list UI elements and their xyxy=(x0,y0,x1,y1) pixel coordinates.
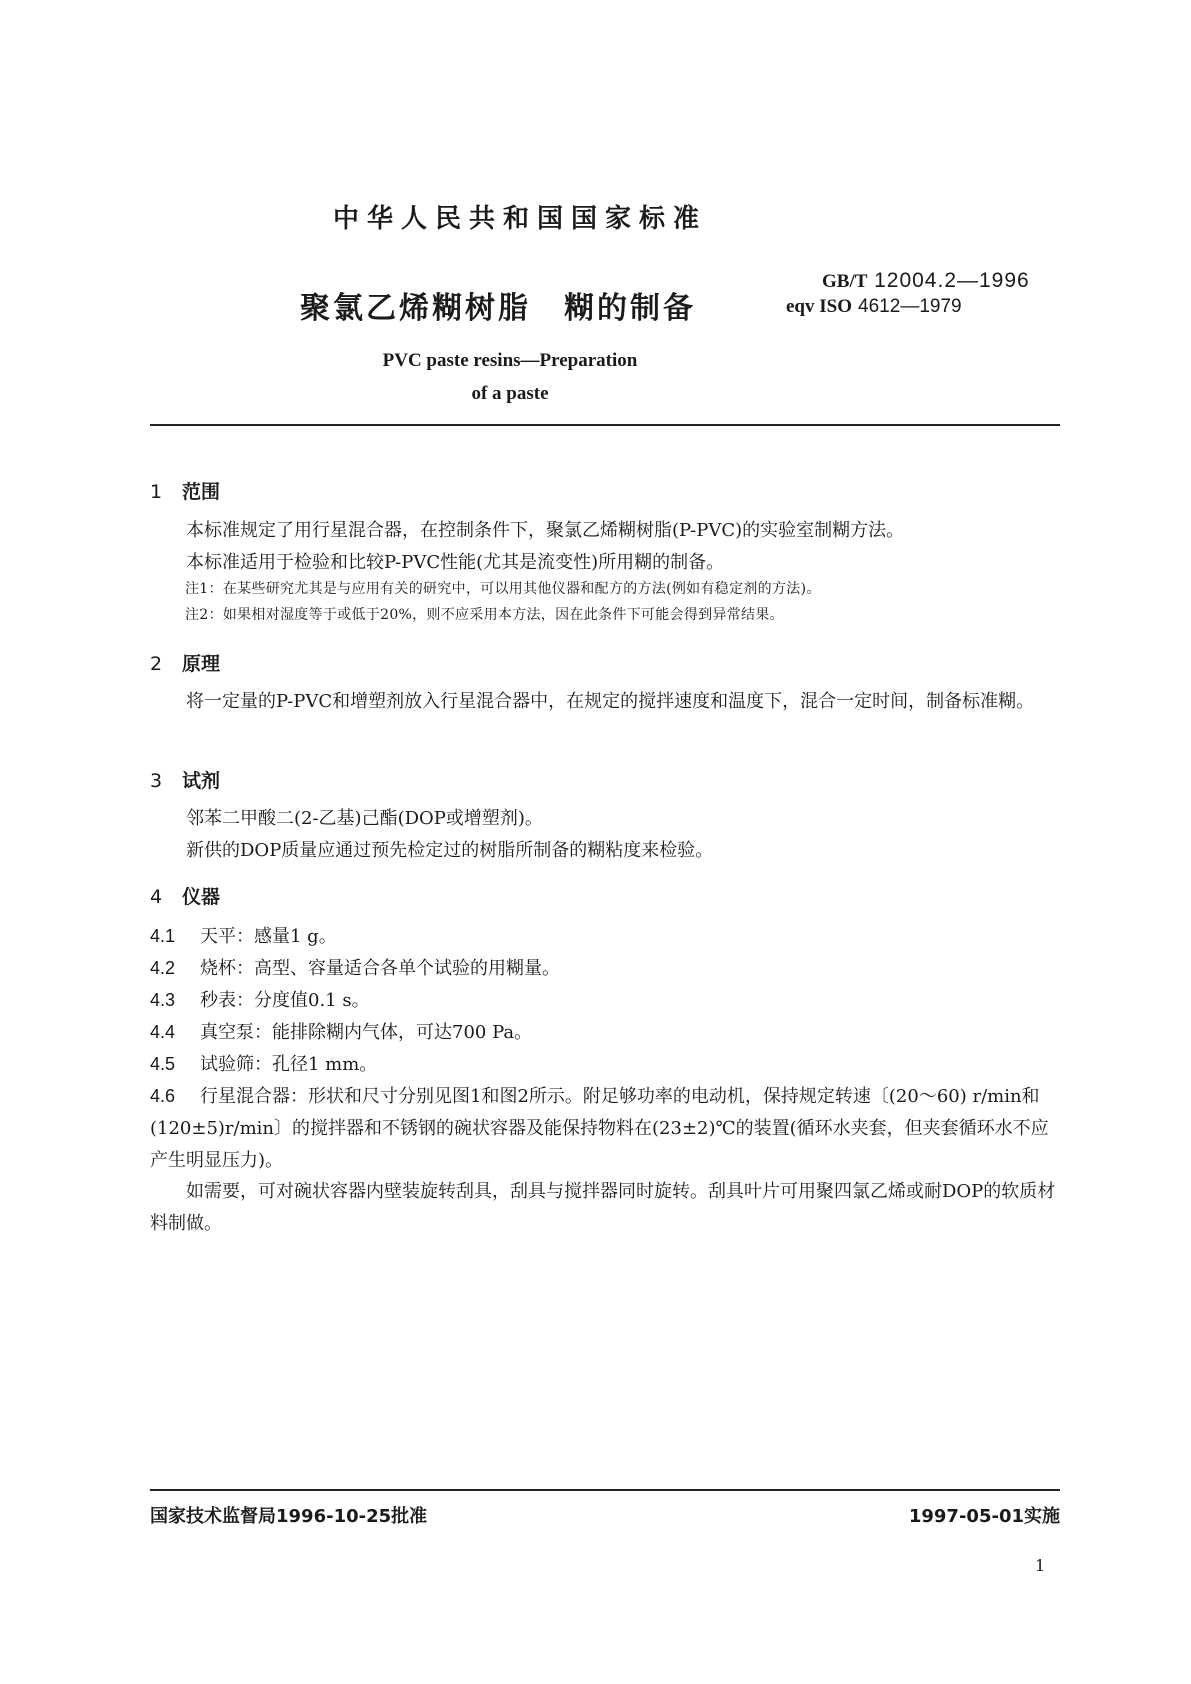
standard-number-prefix: GB/T xyxy=(822,271,868,292)
standard-number-value: 12004.2—1996 xyxy=(874,269,1030,292)
section-1-paragraph-1: 本标准规定了用行星混合器，在控制条件下，聚氯乙烯糊树脂(P-PVC)的实验室制糊方法。 xyxy=(186,520,905,541)
section-4-number: 4 xyxy=(150,886,163,908)
section-3-paragraph-1: 邻苯二甲酸二(2-乙基)己酯(DOP或增塑剂)。 xyxy=(186,808,543,829)
list-item xyxy=(150,1080,1060,1177)
section-1-note-2: 注2：如果相对湿度等于或低于20%，则不应采用本方法，因在此条件下可能会得到异常结果。 xyxy=(185,607,784,623)
header-divider xyxy=(150,424,1060,426)
english-title-line1: PVC paste resins—Preparation xyxy=(382,350,638,371)
list-item-text: 真空泵：能排除糊内气体，可达700 Pa。 xyxy=(200,1022,533,1043)
section-4-heading xyxy=(150,882,220,909)
list-item xyxy=(150,1016,1060,1049)
standard-number xyxy=(822,268,1030,293)
equivalent-standard-value: 4612—1979 xyxy=(858,296,962,317)
section-3-number: 3 xyxy=(150,770,163,792)
approval-date: 国家技术监督局1996-10-25批准 xyxy=(150,1506,428,1527)
page-number: 1 xyxy=(1035,1556,1046,1575)
section-2-number: 2 xyxy=(150,653,163,675)
list-item-text: 试验筛：孔径1 mm。 xyxy=(200,1054,378,1075)
section-2-paragraph-1: 将一定量的P-PVC和增塑剂放入行星混合器中，在规定的搅拌速度和温度下，混合一定时间，制备标准糊。 xyxy=(186,691,1035,712)
section-3-title: 试剂 xyxy=(182,770,221,792)
section-3-paragraph-2: 新供的DOP质量应通过预先检定过的树脂所制备的糊粘度来检验。 xyxy=(186,840,714,861)
document-title: 聚氯乙烯糊树脂 糊的制备 xyxy=(300,291,696,326)
list-item-number: 4.6 xyxy=(150,1086,176,1106)
list-item-number: 4.5 xyxy=(150,1054,176,1074)
english-title-line2: of a paste xyxy=(471,383,549,404)
list-item-number: 4.3 xyxy=(150,990,176,1010)
list-item-number: 4.4 xyxy=(150,1022,176,1042)
section-4-paragraph: 如需要，可对碗状容器内壁装旋转刮具，刮具与搅拌器同时旋转。刮具叶片可用聚四氯乙烯或耐DOP的软质材料制做。 xyxy=(150,1181,1056,1234)
section-3-heading xyxy=(150,766,220,793)
section-1-number: 1 xyxy=(150,481,163,503)
section-1-heading xyxy=(150,477,220,504)
list-item xyxy=(150,920,1060,953)
section-1-paragraph-2: 本标准适用于检验和比较P-PVC性能(尤其是流变性)所用糊的制备。 xyxy=(186,552,725,573)
footer-divider xyxy=(150,1489,1060,1491)
section-2-heading xyxy=(150,649,220,676)
list-item-text: 秒表：分度值0.1 s。 xyxy=(200,990,370,1011)
list-item xyxy=(150,952,1060,985)
list-item-text: 天平：感量1 g。 xyxy=(200,926,337,947)
standard-title: 中华人民共和国国家标准 xyxy=(332,204,707,234)
equivalent-standard-prefix: eqv ISO xyxy=(786,296,852,317)
list-item xyxy=(150,1048,1060,1081)
effective-date: 1997-05-01实施 xyxy=(908,1506,1060,1527)
list-item-text: 烧杯：高型、容量适合各单个试验的用糊量。 xyxy=(200,958,560,979)
list-item-number: 4.2 xyxy=(150,958,176,978)
section-4-title: 仪器 xyxy=(182,886,221,908)
equivalent-standard xyxy=(786,295,962,318)
section-2-title: 原理 xyxy=(182,653,221,675)
section-1-title: 范围 xyxy=(182,481,221,503)
list-item-text: 行星混合器：形状和尺寸分别见图1和图2所示。附足够功率的电动机，保持规定转速〔(20～60) r/min和(120±5)r/min〕的搅拌器和不锈钢的碗状容器及能保持物料在(23±2)℃的装置(循环水夹套，但夹套循环水不应产生明显压力)。 xyxy=(150,1086,1049,1171)
section-1-note-1: 注1：在某些研究尤其是与应用有关的研究中，可以用其他仪器和配方的方法(例如有稳定剂的方法)。 xyxy=(185,581,821,597)
list-item xyxy=(150,984,1060,1017)
list-item-number: 4.1 xyxy=(150,926,176,946)
english-title xyxy=(0,344,1020,410)
